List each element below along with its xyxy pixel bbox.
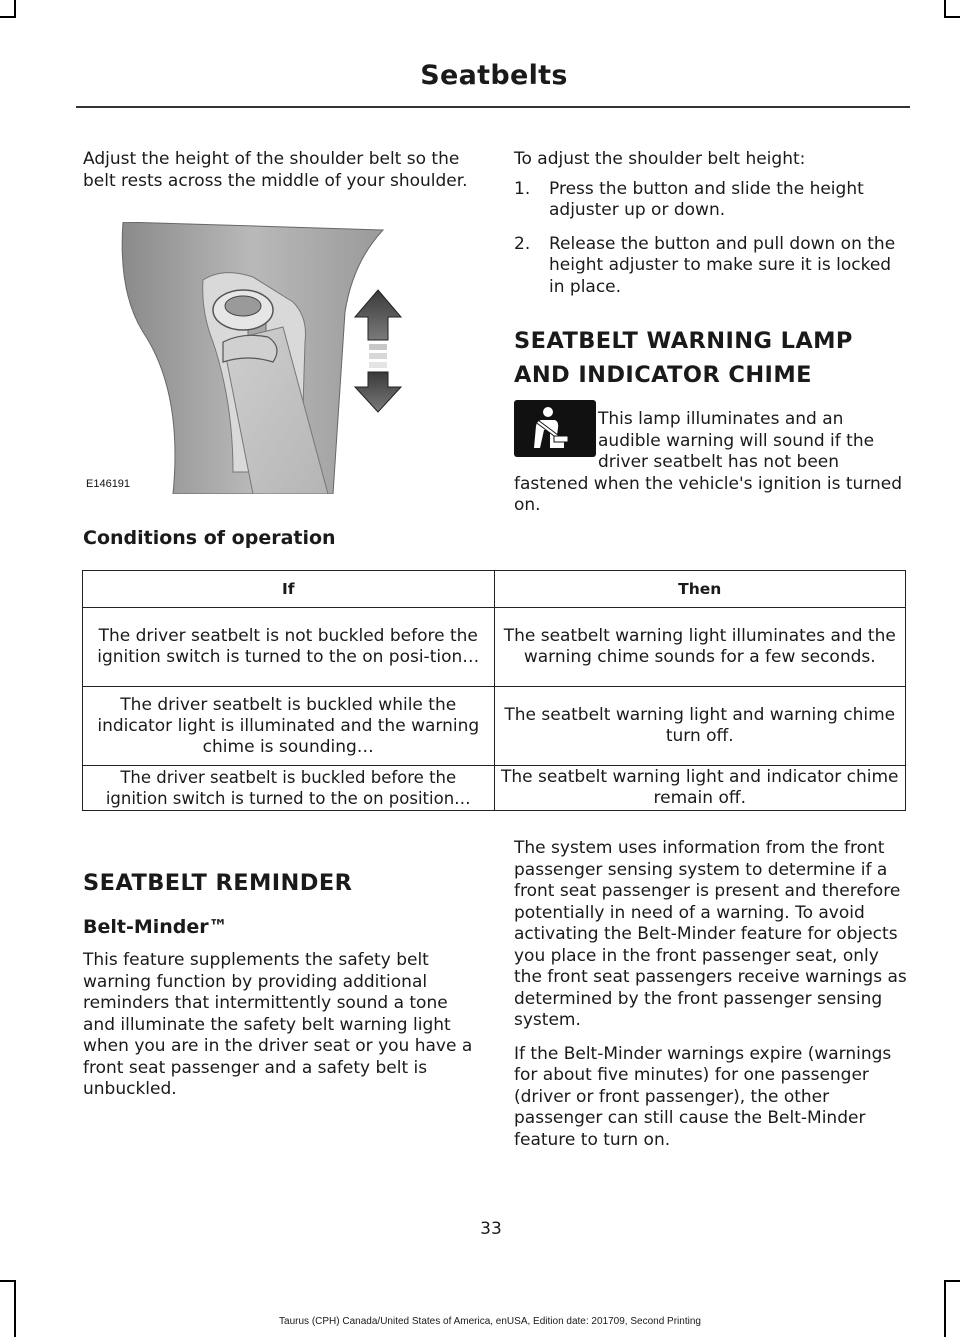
table-cell: The seatbelt warning light and warning chime turn off. (494, 687, 906, 766)
list-item (514, 234, 910, 299)
table-cell: The seatbelt warning light illuminates and the warning chime sounds for a few seconds. (494, 608, 906, 687)
step-number: 2. (514, 233, 531, 254)
seatbelt-warning-icon (514, 400, 596, 457)
footer-text: Taurus (CPH) Canada/United States of America, enUSA, Edition date: 201709, Second Printing (279, 1316, 701, 1327)
table-row (83, 687, 906, 766)
warning-lamp-heading-line1: SEATBELT WARNING LAMP (514, 328, 853, 354)
header-divider (76, 106, 910, 108)
shoulder-belt-intro: Adjust the height of the shoulder belt so the belt rests across the middle of your shoulder. (83, 149, 468, 191)
list-item (514, 179, 910, 222)
column-header-if: If (83, 571, 495, 608)
table-cell: The driver seatbelt is buckled while the indicator light is illuminated and the warning chime is sounding… (83, 687, 495, 766)
table-row (83, 766, 906, 811)
reminder-right-column (514, 838, 910, 1163)
adjust-instructions-intro: To adjust the shoulder belt height: (514, 149, 806, 169)
crop-mark (0, 1280, 16, 1282)
column-header-then: Then (494, 571, 906, 608)
table-row (83, 608, 906, 687)
right-column (514, 149, 910, 529)
seatbelt-warning-icon-graphic (514, 400, 596, 457)
table-cell: The driver seatbelt is buckled before the ignition switch is turned to the on position… (83, 766, 495, 811)
height-adjuster-illustration (83, 222, 413, 494)
table-cell: The seatbelt warning light and indicator chime remain off. (494, 766, 906, 811)
step-text: Press the button and slide the height adjuster up or down. (549, 178, 864, 220)
crop-mark (944, 1280, 946, 1337)
left-column (83, 149, 483, 204)
table-cell: The driver seatbelt is not buckled before the ignition switch is turned to the on posi-tion… (83, 608, 495, 687)
crop-mark (14, 1280, 16, 1337)
adjust-steps (514, 179, 910, 299)
page-number: 33 (480, 1219, 502, 1239)
belt-minder-expire-text: If the Belt-Minder warnings expire (warnings for about five minutes) for one passenger (driver or front passenger), the other passenger can still cause the Belt-Minder feature to turn on. (514, 1043, 892, 1150)
belt-minder-sensing-text: The system uses information from the front passenger sensing system to determine if a front seat passenger is present and therefore potentially in need of a warning. To avoid activating the Belt-Minder feature for objects you place in the front passenger seat, only the front seat passengers receive warnings as determined by the front passenger sensing system. (514, 838, 907, 1030)
conditions-table (82, 570, 906, 811)
step-text: Release the button and pull down on the height adjuster to make sure it is locked in place. (549, 233, 896, 297)
warning-lamp-heading-line2: AND INDICATOR CHIME (514, 362, 812, 388)
reminder-heading: SEATBELT REMINDER (83, 870, 353, 896)
crop-mark (944, 1280, 960, 1282)
belt-minder-description: This feature supplements the safety belt warning function by providing additional reminders that intermittently sound a tone and illuminate the safety belt warning light when you are in the driver seat or you have a front seat passenger and a safety belt is unbuckled. (83, 950, 473, 1099)
page-title: Seatbelts (420, 60, 568, 91)
belt-minder-subheading: Belt-Minder™ (83, 916, 228, 938)
crop-mark (944, 16, 960, 18)
figure-code: E146191 (86, 478, 131, 490)
conditions-heading: Conditions of operation (83, 527, 336, 549)
step-number: 1. (514, 178, 531, 199)
reminder-left-column (83, 866, 483, 1113)
shoulder-belt-illustration (83, 222, 413, 494)
crop-mark (0, 16, 16, 18)
warning-lamp-text: This lamp illuminates and an audible warning will sound if the driver seatbelt has not been fastened when the vehicle's ignition is turned on. (514, 409, 903, 515)
